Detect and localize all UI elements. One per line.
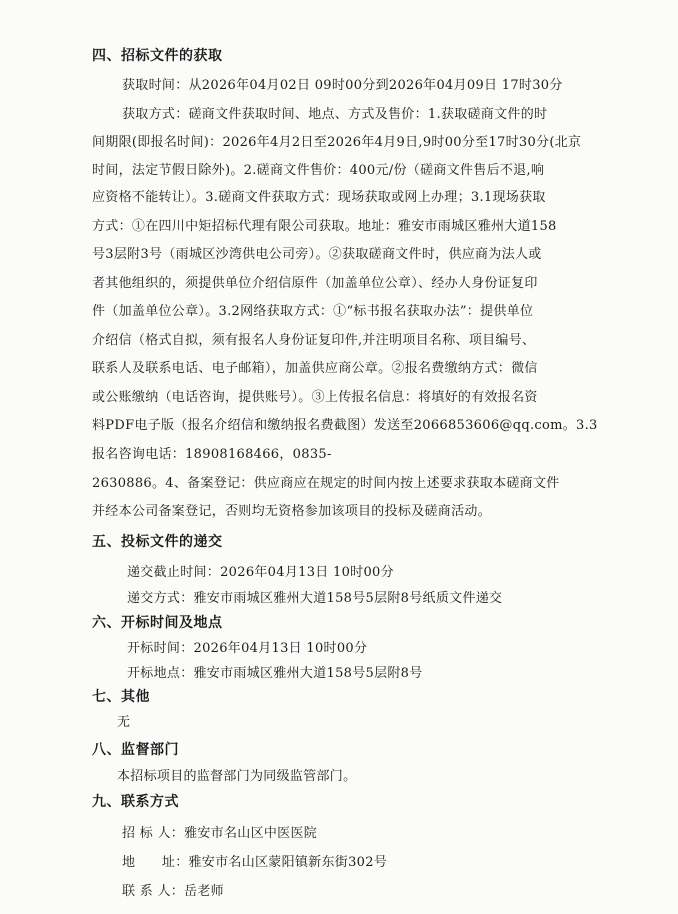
section-5-heading: 五、投标文件的递交 (92, 534, 223, 550)
s5-line-2: 递交方式：雅安市雨城区雅州大道158号5层附8号纸质文件递交 (127, 591, 503, 606)
s4-line-8: 者其他组织的，须提供单位介绍信原件（加盖单位公章）、经办人身份证复印 (92, 276, 538, 291)
s4-line-2: 获取方式：磋商文件获取时间、地点、方式及售价：1.获取磋商文件的时 (122, 107, 548, 122)
s4-line-15: 2630886。4、备案登记：供应商应在规定的时间内按上述要求获取本磋商文件 (92, 476, 560, 491)
section-8-heading: 八、监督部门 (92, 742, 179, 758)
section-9-heading: 九、联系方式 (92, 794, 179, 810)
s4-line-12: 或公账缴纳（电话咨询，提供账号）。③上传报名信息：将填好的有效报名资 (92, 390, 538, 405)
s9-line-2: 地 址：雅安市名山区蒙阳镇新东街302号 (122, 855, 388, 870)
s4-line-10: 介绍信（格式自拟，须有报名人身份证复印件,并注明项目名称、项目编号、 (92, 333, 536, 348)
s4-line-5: 应资格不能转让）。3.磋商文件获取方式：现场获取或网上办理；3.1现场获取 (92, 190, 546, 205)
s7-line-1: 无 (117, 715, 131, 730)
s4-line-6: 方式：①在四川中矩招标代理有限公司获取。地址：雅安市雨城区雅州大道158 (92, 219, 557, 234)
s8-line-1: 本招标项目的监督部门为同级监管部门。 (117, 769, 357, 784)
s4-line-4: 时间，法定节假日除外)。2.磋商文件售价：400元/份（磋商文件售后不退,响 (92, 163, 545, 178)
s4-line-14: 报名咨询电话：18908168466，0835- (92, 447, 332, 462)
s4-line-11: 联系人及联系电话、电子邮箱），加盖供应商公章。②报名费缴纳方式：微信 (92, 361, 538, 376)
s6-line-2: 开标地点：雅安市雨城区雅州大道158号5层附8号 (127, 666, 423, 681)
s6-line-1: 开标时间：2026年04月13日 10时00分 (127, 641, 368, 656)
s9-line-1: 招 标 人：雅安市名山区中医医院 (122, 826, 318, 841)
s4-line-1: 获取时间：从2026年04月02日 09时00分到2026年04月09日 17时30分 (122, 78, 563, 93)
s4-line-13: 料PDF电子版（报名介绍信和缴纳报名费截图）发送至2066853606@qq.com。3.3 (92, 418, 598, 433)
s5-line-1: 递交截止时间：2026年04月13日 10时00分 (127, 565, 394, 580)
s4-line-3: 间期限(即报名时间)：2026年4月2日至2026年4月9日,9时00分至17时30分(北京 (92, 135, 582, 150)
s4-line-16: 并经本公司备案登记，否则均无资格参加该项目的投标及磋商活动。 (92, 504, 492, 519)
section-7-heading: 七、其他 (92, 689, 150, 705)
s4-line-7: 号3层附3号（雨城区沙湾供电公司旁）。②获取磋商文件时，供应商为法人或 (92, 247, 542, 262)
section-4-heading: 四、招标文件的获取 (92, 48, 223, 64)
s9-line-3: 联 系 人：岳老师 (122, 884, 224, 899)
s4-line-9: 件（加盖单位公章）。3.2网络获取方式：①“标书报名获取办法”：提供单位 (92, 304, 534, 319)
section-6-heading: 六、开标时间及地点 (92, 615, 223, 631)
